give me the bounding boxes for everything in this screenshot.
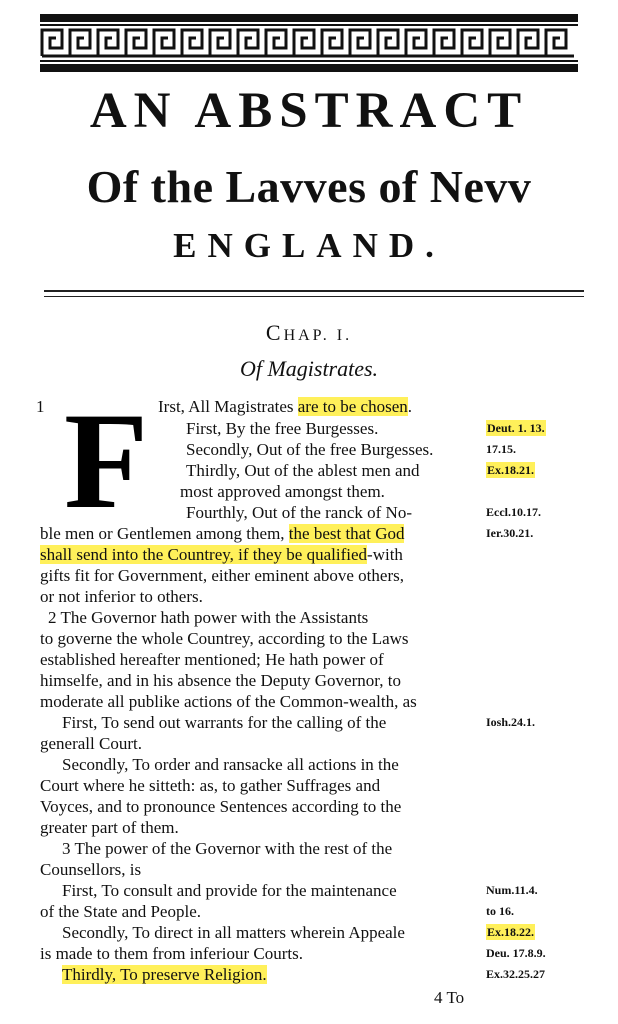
- text-line: Secondly, Out of the free Burgesses.: [186, 440, 434, 459]
- margin-reference: Iosh.24.1.: [486, 715, 536, 729]
- title-rule-thin: [44, 296, 584, 297]
- margin-reference: Ex.18.21.: [487, 463, 535, 477]
- greek-key-unit: [98, 30, 126, 56]
- margin-reference: Num.11.4.: [486, 883, 538, 897]
- highlighted-text: the best that God: [288, 524, 405, 543]
- title-rule-thick: [44, 290, 584, 292]
- text-line: Fourthly, Out of the ranck of No-: [186, 503, 412, 522]
- text-line: First, By the free Burgesses.: [186, 419, 379, 438]
- greek-key-unit: [238, 30, 266, 56]
- text-line: most approved amongst them.: [180, 482, 385, 501]
- greek-key-unit: [406, 30, 434, 56]
- margin-reference: Ier.30.21.: [486, 526, 534, 540]
- greek-key-unit: [154, 30, 182, 56]
- text-line: to governe the whole Countrey, according to the Laws: [40, 629, 409, 648]
- text-line: [62, 965, 267, 985]
- greek-key-unit: [518, 30, 546, 56]
- greek-key-unit: [378, 30, 406, 56]
- text-line: himselfe, and in his absence the Deputy Governor, to: [40, 671, 401, 690]
- text-line: First, To send out warrants for the calling of the: [62, 713, 387, 732]
- margin-reference: Deut. 1. 13.: [487, 421, 545, 435]
- text-line: gifts fit for Government, either eminent above others,: [40, 566, 404, 585]
- text-line: First, To consult and provide for the maintenance: [62, 881, 397, 900]
- greek-key-unit: [322, 30, 350, 56]
- highlighted-text: are to be chosen: [297, 397, 408, 416]
- chapter-subtitle: Of Magistrates.: [239, 356, 379, 381]
- title-line-3: ENGLAND.: [173, 226, 445, 265]
- text-line: Voyces, and to pronounce Sentences according to the: [40, 797, 402, 816]
- drop-cap: F: [64, 384, 149, 537]
- text-line: Secondly, To direct in all matters wherein Appeale: [62, 923, 405, 942]
- margin-reference: Ex.32.25.27: [486, 967, 546, 981]
- greek-key-unit: [546, 30, 574, 56]
- text-line: 2 The Governor hath power with the Assistants: [48, 608, 369, 627]
- margin-reference: Deu. 17.8.9.: [486, 946, 546, 960]
- highlighted-text: Thirdly, To preserve Religion.: [62, 965, 267, 984]
- text-line: Thirdly, Out of the ablest men and: [186, 461, 420, 480]
- greek-key-unit: [350, 30, 378, 56]
- greek-key-unit: [462, 30, 490, 56]
- greek-key-unit: [210, 30, 238, 56]
- greek-key-border: [40, 14, 578, 72]
- text-line: generall Court.: [40, 734, 142, 753]
- text-line: Secondly, To order and ransacke all actions in the: [62, 755, 399, 774]
- margin-reference: 17.15.: [486, 442, 516, 456]
- text-line: greater part of them.: [40, 818, 179, 837]
- greek-key-unit: [490, 30, 518, 56]
- greek-key-unit: [126, 30, 154, 56]
- margin-reference: Eccl.10.17.: [486, 505, 541, 519]
- margin-reference: Ex.18.22.: [487, 925, 535, 939]
- greek-key-unit: [294, 30, 322, 56]
- catchword: 4 To: [434, 988, 465, 1007]
- chapter-heading: [0, 320, 618, 346]
- title-line-1: AN ABSTRACT: [89, 83, 529, 139]
- highlighted-text: shall send into the Countrey, if they be qualified: [40, 545, 368, 564]
- text-line: Court where he sitteth: as, to gather Suffrages and: [40, 776, 381, 795]
- chapter-heading-initial: C: [265, 320, 284, 345]
- chapter-heading-rest: HAP. I.: [283, 327, 353, 344]
- title-line-2: Of the Lavves of Nevv: [86, 161, 532, 212]
- ornament-border-graphic: [40, 14, 578, 72]
- greek-key-unit: [434, 30, 462, 56]
- text-line: Counsellors, is: [40, 860, 142, 879]
- greek-key-unit: [266, 30, 294, 56]
- text-line: ble men or Gentlemen among them, the best that God: [40, 524, 405, 543]
- greek-key-unit: [70, 30, 98, 56]
- text-line: established hereafter mentioned; He hath power of: [40, 650, 384, 669]
- text-line: or not inferior to others.: [40, 587, 203, 606]
- text-line: shall send into the Countrey, if they be qualified-with: [40, 545, 403, 564]
- text-line: Irst, All Magistrates are to be chosen.: [158, 397, 412, 416]
- text-line: of the State and People.: [40, 902, 201, 921]
- paragraph-number: 1: [36, 397, 45, 416]
- greek-key-unit: [42, 30, 70, 56]
- greek-key-unit: [182, 30, 210, 56]
- text-line: moderate all publike actions of the Common-wealth, as: [40, 692, 417, 711]
- text-line: 3 The power of the Governor with the rest of the: [62, 839, 393, 858]
- margin-reference: to 16.: [486, 904, 514, 918]
- text-line: is made to them from inferiour Courts.: [40, 944, 303, 963]
